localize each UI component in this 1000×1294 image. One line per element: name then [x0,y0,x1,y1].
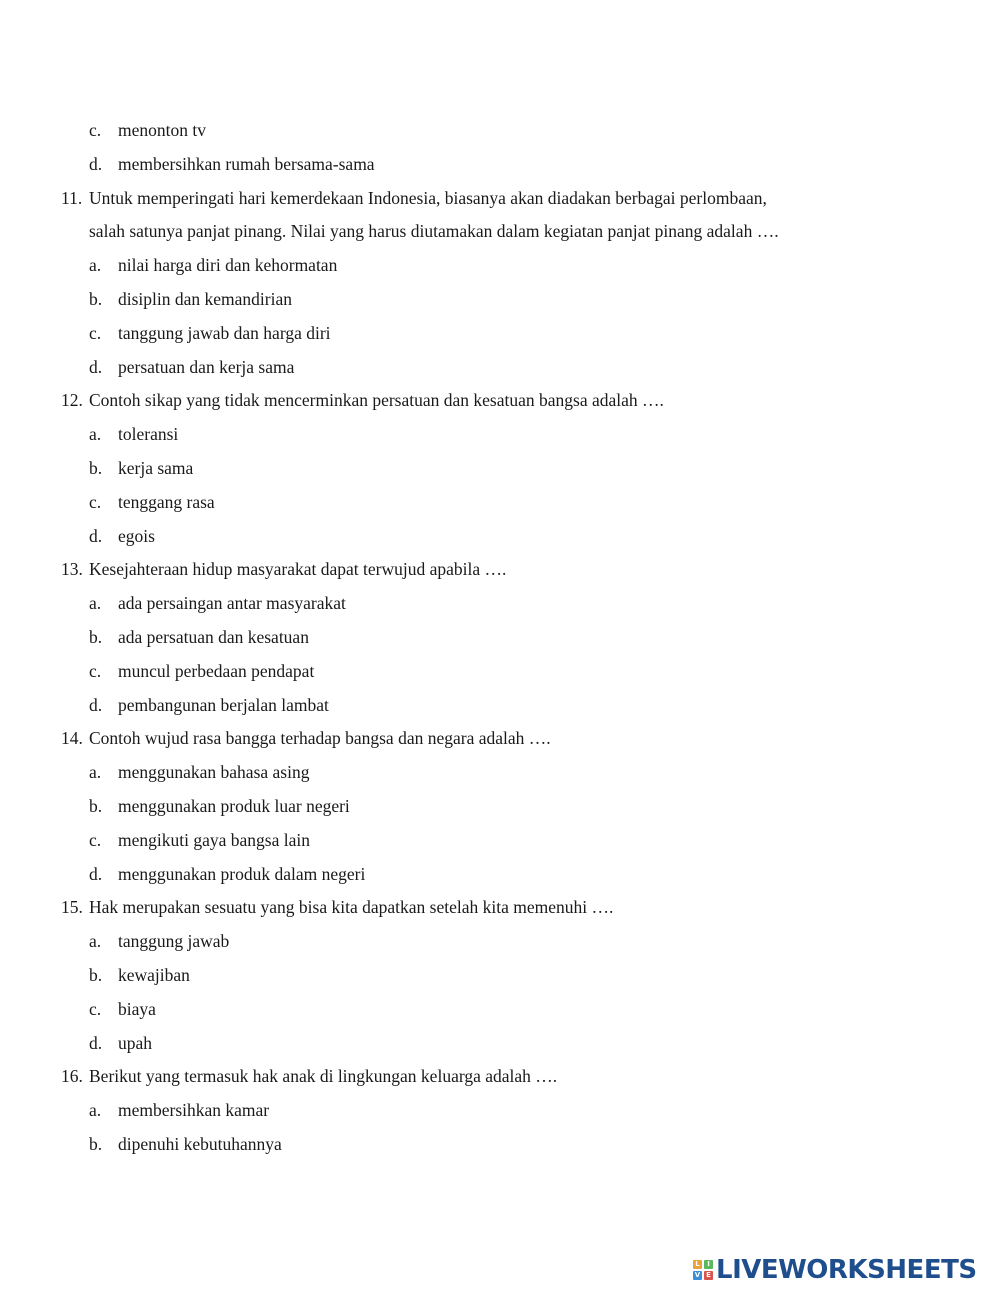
option-letter: a. [89,1100,102,1121]
option-letter: d. [89,525,103,546]
option-letter: b. [89,796,103,816]
question-text: Hak merupakan sesuatu yang bisa kita dapatkan setelah kita memenuhi …. [89,897,614,918]
question-text: Contoh wujud rasa bangga terhadap bangsa dan negara adalah …. [89,728,551,749]
liveworksheets-logo-text: LIVEWORKSHEETS [716,1255,977,1285]
question-number: 13. [61,559,83,580]
option-text: disiplin dan kemandirian [118,289,292,309]
option-letter: b. [89,627,103,647]
option-text: menonton tv [118,120,206,140]
question-text: salah satunya panjat pinang. Nilai yang harus diutamakan dalam kegiatan panjat pinang adalah …. [89,221,779,242]
option-text: pembangunan berjalan lambat [118,694,329,715]
option-letter: a. [89,255,102,276]
option-text: toleransi [118,424,179,445]
option-text: ada persaingan antar masyarakat [118,593,346,614]
option-text: ada persatuan dan kesatuan [118,627,309,647]
option-letter: c. [89,322,102,343]
option-letter: d. [89,694,103,715]
liveworksheets-logo-mark [693,1260,713,1280]
logo-mark-letter: E [704,1271,713,1280]
option-letter: d. [89,153,103,174]
option-letter: b. [89,1134,103,1154]
question-text: Untuk memperingati hari kemerdekaan Indonesia, biasanya akan diadakan berbagai perlombaan, [89,187,767,208]
liveworksheets-logo[interactable] [693,1255,977,1285]
option-letter: c. [89,660,102,681]
option-text: kewajiban [118,965,190,985]
question-text: Kesejahteraan hidup masyarakat dapat terwujud apabila …. [89,559,507,580]
option-text: menggunakan produk luar negeri [118,796,350,816]
option-letter: b. [89,458,103,478]
option-text: tanggung jawab [118,931,230,952]
option-text: menggunakan bahasa asing [118,762,310,783]
option-letter: c. [89,998,102,1019]
question-text: Contoh sikap yang tidak mencerminkan persatuan dan kesatuan bangsa adalah …. [89,390,664,411]
option-text: tenggang rasa [118,491,215,512]
option-letter: a. [89,931,102,952]
option-letter: c. [89,120,102,140]
option-letter: d. [89,863,103,884]
question-number: 16. [61,1066,83,1087]
option-letter: c. [89,491,102,512]
option-text: dipenuhi kebutuhannya [118,1134,282,1154]
option-letter: a. [89,593,102,614]
option-letter: a. [89,424,102,445]
logo-mark-letter: V [694,1271,701,1279]
option-text: tanggung jawab dan harga diri [118,322,331,343]
option-text: muncul perbedaan pendapat [118,660,315,681]
option-text: membersihkan kamar [118,1100,270,1121]
option-letter: b. [89,289,103,309]
option-text: upah [118,1032,153,1053]
option-letter: a. [89,762,102,783]
option-text: nilai harga diri dan kehormatan [118,255,338,276]
logo-mark-letter: L [693,1260,702,1269]
option-letter: d. [89,356,103,377]
logo-mark-letter: I [704,1260,713,1269]
question-number: 15. [61,897,83,918]
option-text: persatuan dan kerja sama [118,356,295,377]
option-text: egois [118,525,155,546]
question-number: 11. [61,187,83,208]
option-text: menggunakan produk dalam negeri [118,863,366,884]
option-letter: d. [89,1032,103,1053]
option-letter: b. [89,965,103,985]
question-number: 12. [61,390,83,411]
question-text: Berikut yang termasuk hak anak di lingkungan keluarga adalah …. [89,1066,558,1087]
option-letter: c. [89,829,102,850]
option-text: mengikuti gaya bangsa lain [118,829,310,850]
option-text: membersihkan rumah bersama-sama [118,153,375,174]
option-text: biaya [118,998,156,1019]
question-number: 14. [61,728,83,749]
option-text: kerja sama [118,458,194,478]
